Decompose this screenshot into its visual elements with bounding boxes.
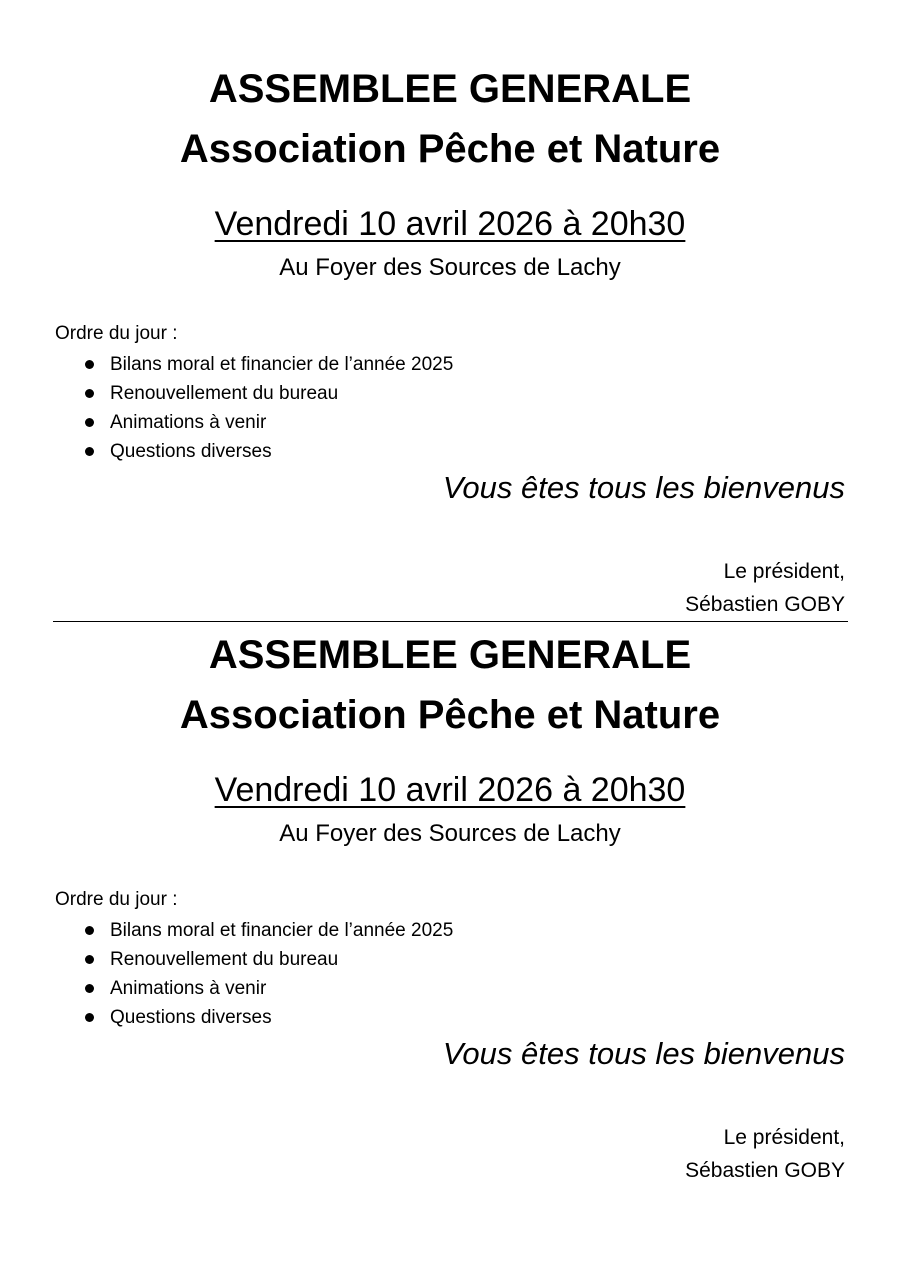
agenda-list: [0, 350, 900, 466]
signature-name: Sébastien GOBY: [685, 593, 845, 616]
bullet-icon: [85, 1013, 94, 1022]
event-place: Au Foyer des Sources de Lachy: [279, 820, 621, 847]
notice-bottom: [0, 566, 900, 1182]
association-name: Association Pêche et Nature: [179, 693, 721, 737]
list-item: Questions diverses: [0, 1003, 900, 1032]
bullet-icon: [85, 926, 94, 935]
bullet-icon: [85, 984, 94, 993]
agenda-label: Ordre du jour :: [55, 889, 178, 910]
agenda-label: Ordre du jour :: [55, 323, 178, 344]
agenda-list: [0, 916, 900, 1032]
signature-role: Le président,: [723, 560, 845, 583]
notice-title: ASSEMBLEE GENERALE: [208, 633, 692, 677]
list-item: Renouvellement du bureau: [0, 379, 900, 408]
association-name: Association Pêche et Nature: [179, 127, 721, 171]
notice-top: [0, 0, 900, 566]
list-item: Bilans moral et financier de l’année 2025: [0, 916, 900, 945]
event-place: Au Foyer des Sources de Lachy: [279, 254, 621, 281]
signature-name: Sébastien GOBY: [685, 1159, 845, 1182]
list-item: Questions diverses: [0, 437, 900, 466]
bullet-icon: [85, 360, 94, 369]
event-date: Vendredi 10 avril 2026 à 20h30: [214, 771, 686, 809]
signature-role: Le président,: [723, 1126, 845, 1149]
welcome-message: Vous êtes tous les bienvenus: [442, 1036, 845, 1071]
notice-title: ASSEMBLEE GENERALE: [208, 67, 692, 111]
list-item: Renouvellement du bureau: [0, 945, 900, 974]
list-item: Bilans moral et financier de l’année 2025: [0, 350, 900, 379]
bullet-icon: [85, 418, 94, 427]
list-item: Animations à venir: [0, 408, 900, 437]
bullet-icon: [85, 955, 94, 964]
bullet-icon: [85, 447, 94, 456]
list-item: Animations à venir: [0, 974, 900, 1003]
event-date: Vendredi 10 avril 2026 à 20h30: [214, 205, 686, 243]
welcome-message: Vous êtes tous les bienvenus: [442, 470, 845, 505]
bullet-icon: [85, 389, 94, 398]
